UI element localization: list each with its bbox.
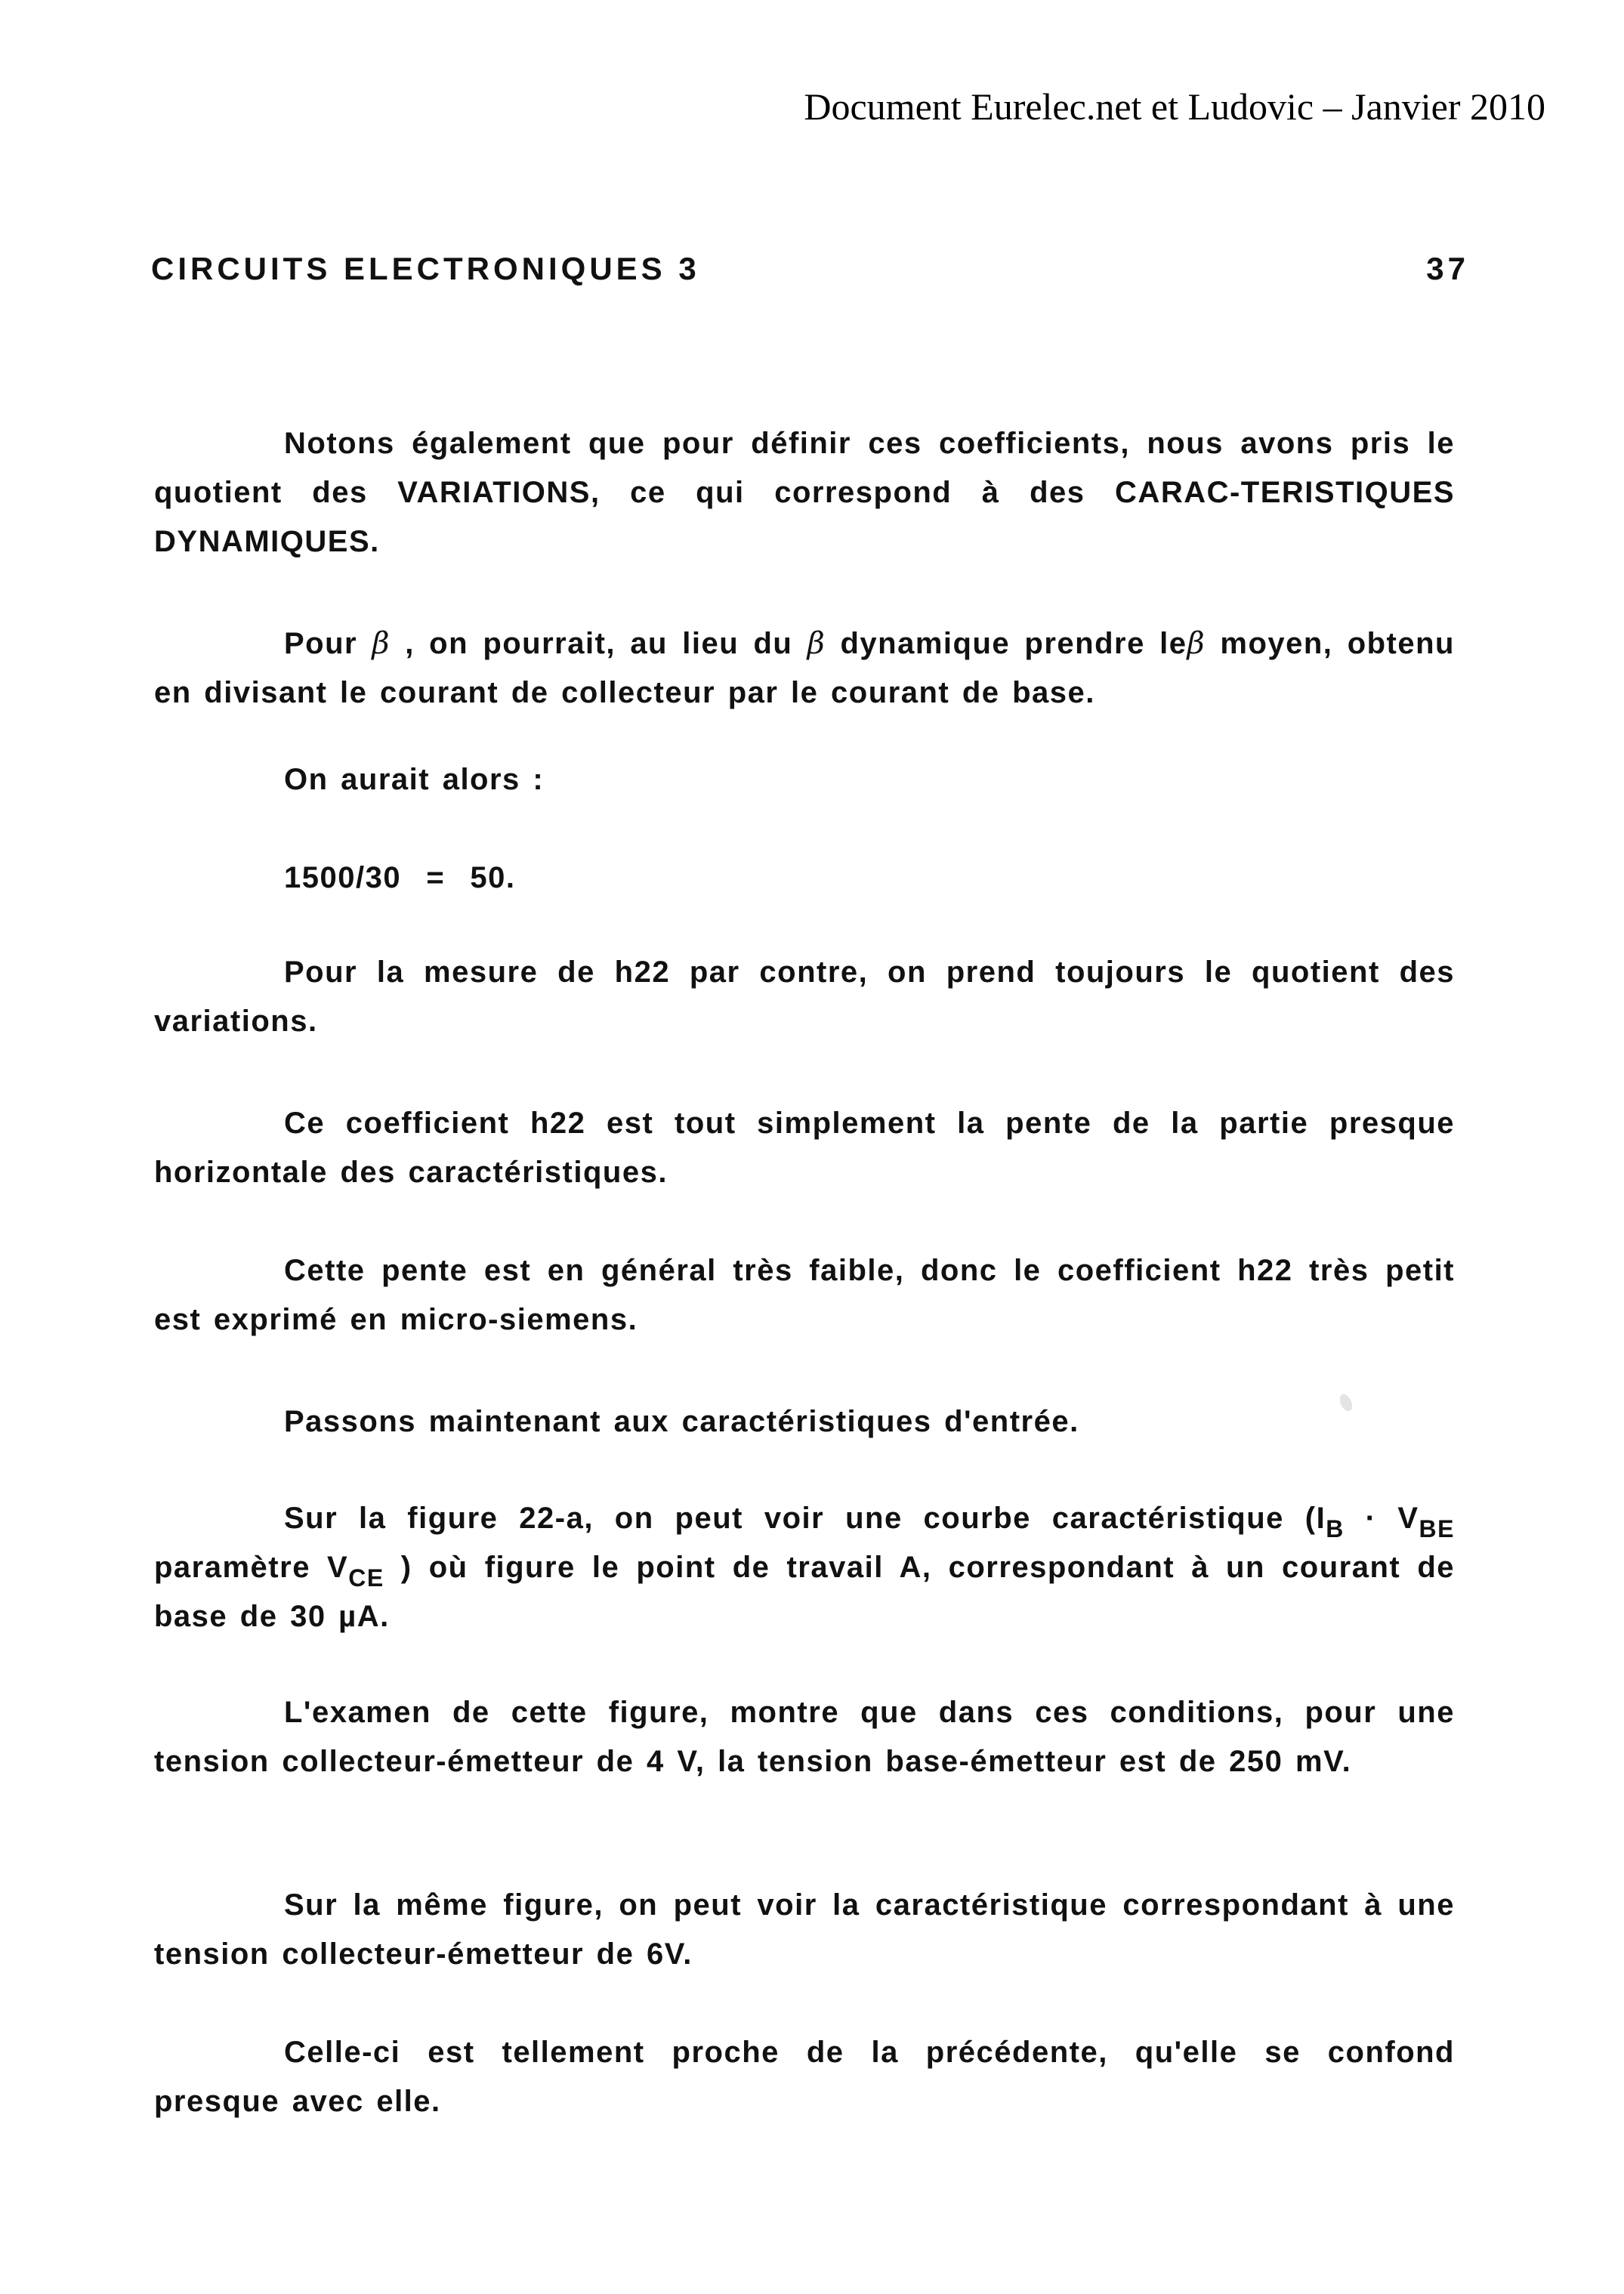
page-body	[154, 1881, 1455, 1979]
page-body	[154, 619, 1455, 718]
page-body	[154, 419, 1455, 567]
page-body	[154, 2028, 1455, 2126]
page-body	[154, 1397, 1455, 1446]
paragraph-variations: Notons également que pour définir ces coefficients, nous avons pris le quotient des VARIATIONS, ce qui correspond à des CARAC-TERISTIQUES DYNAMIQUES.	[154, 427, 1455, 558]
paragraph-formula: 1500/30 = 50.	[284, 861, 516, 894]
beta-symbol: β	[807, 626, 826, 661]
page-body	[154, 948, 1455, 1046]
page-body	[154, 854, 1455, 903]
running-head	[151, 251, 1469, 287]
page-number: 37	[1426, 251, 1469, 286]
beta-symbol: β	[372, 626, 391, 661]
paragraph-h22-measure: Pour la mesure de h22 par contre, on prend toujours le quotient des variations.	[154, 956, 1455, 1038]
paragraph-6v-characteristic: Sur la même figure, on peut voir la caractéristique correspondant à une tension collecteur-émetteur de 6V.	[154, 1888, 1455, 1971]
chapter-title: CIRCUITS ELECTRONIQUES 3	[151, 251, 700, 286]
page-body	[154, 1494, 1455, 1641]
paragraph-micro-siemens: Cette pente est en général très faible, donc le coefficient h22 très petit est exprimé en micro-siemens.	[154, 1254, 1455, 1336]
page-body	[154, 1099, 1455, 1197]
paragraph-on-aurait: On aurait alors :	[284, 763, 545, 796]
paragraph-input-characteristics: Passons maintenant aux caractéristiques d'entrée.	[284, 1405, 1079, 1438]
paragraph-close-curve: Celle-ci est tellement proche de la précédente, qu'elle se confond presque avec elle.	[154, 2036, 1455, 2118]
page-body	[154, 755, 1455, 804]
page-body	[154, 1246, 1455, 1345]
paragraph-beta: Pour β , on pourrait, au lieu du β dynamique prendre leβ moyen, obtenu en divisant le courant de collecteur par le courant de base.	[154, 626, 1455, 709]
paragraph-examination: L'examen de cette figure, montre que dans ces conditions, pour une tension collecteur-émetteur de 4 V, la tension base-émetteur est de 250 mV.	[154, 1696, 1455, 1778]
page-body	[154, 1688, 1455, 1786]
beta-symbol: β	[1187, 626, 1206, 661]
paragraph-figure-22a: Sur la figure 22-a, on peut voir une courbe caractéristique ($I_B \cdot V_{BE}$ paramètre $V_{CE}$ ) où figure le point de travail A, correspondant à un courant de base de 30 µA.	[154, 1502, 1455, 1633]
document-watermark: Document Eurelec.net et Ludovic – Janvier 2010	[804, 85, 1545, 128]
paragraph-h22-slope: Ce coefficient h22 est tout simplement la pente de la partie presque horizontale des caractéristiques.	[154, 1107, 1455, 1189]
